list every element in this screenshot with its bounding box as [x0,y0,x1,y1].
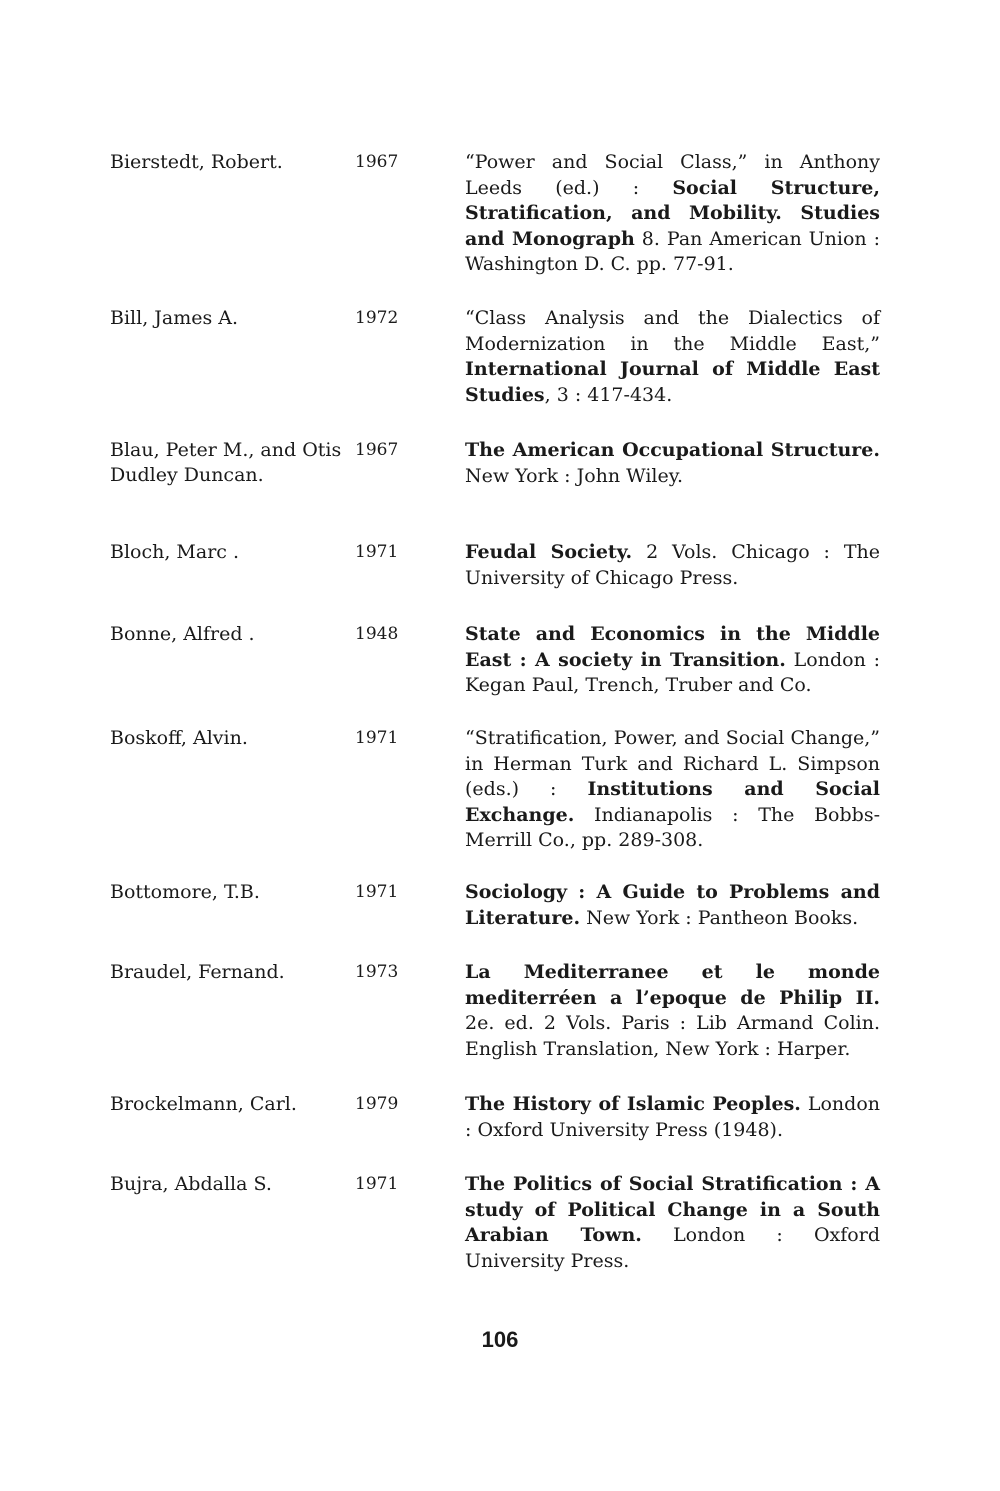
entry-reference [465,1172,880,1274]
reference-title: International Journal of Middle East Studies [465,358,880,406]
reference-title: State and Economics in the Middle East : A society in Transition. [465,623,880,671]
entry-reference [465,880,880,931]
entry-reference [465,150,880,278]
entry-reference [465,438,880,489]
reference-title: Institutions and Social Exchange. [465,778,880,826]
entry-author: Brockelmann, Carl. [110,1093,297,1115]
reference-text: London : Oxford University Press. [465,1224,880,1272]
entry-author: Bujra, Abdalla S. [110,1173,272,1195]
entry-year: 1948 [355,624,399,644]
entry-year: 1967 [355,152,399,172]
reference-title: The Politics of Social Stratification : A study of Political Change in a South Arabian Town. [465,1173,880,1246]
reference-title: Sociology : A Guide to Problems and Literature. [465,881,880,929]
reference-text: London : Kegan Paul, Trench, Truber and Co. [465,648,880,696]
entry-author: Bloch, Marc . [110,541,240,563]
entry-reference [465,540,880,591]
reference-text: 2 Vols. Chicago : The University of Chicago Press. [465,541,881,589]
entry-author: Boskoff, Alvin. [110,727,248,749]
entry-year: 1967 [355,440,399,460]
reference-title: Feudal Society. [465,541,633,563]
reference-text: New York : John Wiley. [465,464,683,487]
entry-author: Braudel, Fernand. [110,961,285,983]
reference-text: “Stratification, Power, and Social Change,” in Herman Turk and Richard L. Simpson (eds.) : [465,727,880,800]
entry-year: 1973 [355,962,399,982]
entry-reference [465,622,880,699]
entry-reference [465,1092,880,1143]
entry-year: 1971 [355,882,399,902]
entry-reference [465,960,880,1062]
entry-year: 1972 [355,308,399,328]
entry-author: Bottomore, T.B. [110,881,260,903]
entry-author: Blau, Peter M., and Otis Dudley Duncan. [110,439,342,486]
entry-author: Bonne, Alfred . [110,623,255,645]
reference-title: La Mediterranee et le monde mediterréen a l’epoque de Philip II. [465,961,880,1009]
reference-title: The History of Islamic Peoples. [465,1093,801,1115]
reference-text: “Class Analysis and the Dialectics of Modernization in the Middle East,” [465,307,880,355]
entry-year: 1971 [355,1174,399,1194]
reference-title: The American Occupational Structure. [465,439,880,461]
entry-reference [465,306,880,408]
entry-author: Bierstedt, Robert. [110,151,283,173]
reference-text: “Power and Social Class,” in Anthony Leeds (ed.) : [465,151,880,199]
reference-text: New York : Pantheon Books. [580,906,859,929]
reference-text: 8. Pan American Union : Washington D. C. pp. 77-91. [465,227,880,275]
reference-text: , 3 : 417-434. [544,383,673,406]
entry-reference [465,726,880,854]
reference-title: Social Structure, Stratification, and Mobility. Studies and Monograph [465,176,880,250]
entry-year: 1971 [355,728,399,748]
entry-year: 1979 [355,1094,399,1114]
entry-author: Bill, James A. [110,307,239,329]
entry-year: 1971 [355,542,399,562]
page-number: 106 [481,1327,519,1352]
reference-text: London : Oxford University Press (1948). [465,1093,880,1141]
reference-text: 2e. ed. 2 Vols. Paris : Lib Armand Colin. English Translation, New York : Harper. [465,1012,880,1060]
reference-text: Indianapolis : The Bobbs-Merrill Co., pp. 289-308. [465,803,880,851]
